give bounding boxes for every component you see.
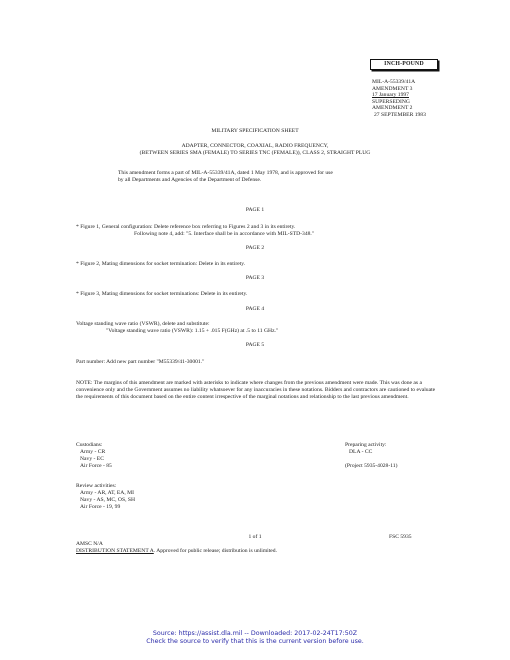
page-3-heading: PAGE 3 <box>245 275 265 281</box>
page-1-heading: PAGE 1 <box>245 207 265 213</box>
subtitle-line-2: (BETWEEN SERIES SMA (FEMALE) TO SERIES TNC (FEMALE)), CLASS 2, STRAIGHT PLUG <box>139 150 371 156</box>
custodian-army: Army - CR <box>80 449 106 455</box>
page-5-heading: PAGE 5 <box>245 342 265 348</box>
spec-sheet-title: MILITARY SPECIFICATION SHEET <box>211 128 299 134</box>
page-3-line-1: * Figure 3, Mating dimensions for socket terminations: Delete in its entirety. <box>76 291 248 297</box>
review-activities-label: Review activities: <box>76 483 117 489</box>
fsc-code: FSC 5935 <box>389 534 412 540</box>
distribution-statement <box>76 548 277 555</box>
preparing-activity: DLA - CC <box>349 449 373 455</box>
page-5-line-1: Part number: Add new part number "M55339/41-30001." <box>76 359 205 365</box>
custodian-navy: Navy - EC <box>80 456 104 462</box>
note-paragraph: NOTE: The margins of this amendment are marked with asterisks to indicate where changes from the previous amendment were made. This was done as a convenience only and the Government assumes no liability whatsoever for any inaccuracies in these notations. Bidders and contractors are cautioned to evaluate the requirements of this document based on the entire content irrespective of the marginal notations and relationship to the last previous amendment. <box>76 380 436 400</box>
doc-number: MIL-A-55339/41A <box>372 79 416 85</box>
custodians-label: Custodians: <box>76 442 103 448</box>
intro-line-1: This amendment forms a part of MIL-A-55339/41A, dated 1 May 1978, and is approved for use <box>118 170 333 176</box>
page-1-line-1: * Figure 1, General configuration: Delete reference box referring to Figures 2 and 3 in its entirety. <box>76 224 296 230</box>
document-header <box>372 79 426 119</box>
distribution-label: DISTRIBUTION STATEMENT A <box>76 548 154 554</box>
review-air-force: Air Force - 19, 99 <box>80 504 121 510</box>
distribution-text: . Approved for public release; distribution is unlimited. <box>153 548 277 554</box>
page-2-heading: PAGE 2 <box>245 245 265 251</box>
amendment-date: 17 January 1997 <box>372 92 409 99</box>
page-2-line-1: * Figure 2, Mating dimensions for socket termination: Delete in its entirety. <box>76 261 246 267</box>
source-footer-line-1: Source: https://assist.dla.mil -- Downloaded: 2017-02-24T17:50Z <box>152 630 358 637</box>
custodian-air-force: Air Force - 85 <box>80 463 112 469</box>
page-count: 1 of 1 <box>248 534 262 540</box>
page-4-line-2: "Voltage standing wave ratio (VSWR): 1.15 + .015 F(GHz) at .5 to 11 GHz." <box>106 328 279 334</box>
source-footer-line-2: Check the source to verify that this is the current version before use. <box>146 638 364 645</box>
superseding-label: SUPERSEDING <box>372 98 410 105</box>
subtitle-line-1: ADAPTER, CONNECTOR, COAXIAL, RADIO FREQUENCY, <box>181 143 329 149</box>
preparing-activity-label: Preparing activity: <box>345 442 387 448</box>
page-4-heading: PAGE 4 <box>245 306 265 312</box>
previous-date: 27 SEPTEMBER 1983 <box>374 111 426 118</box>
amendment-number: AMENDMENT 3 <box>372 85 413 92</box>
amsc-code: AMSC N/A <box>76 541 103 547</box>
review-army: Army - AR, AT, EA, MI <box>80 490 134 496</box>
page-4-line-1: Voltage standing wave ratio (VSWR), delete and substitute: <box>76 321 210 327</box>
inch-pound-badge: INCH-POUND <box>370 59 438 70</box>
intro-line-2: by all Departments and Agencies of the Department of Defense. <box>118 177 262 183</box>
project-number: (Project 5935-4028-11) <box>345 463 398 469</box>
review-navy: Navy - AS, MC, OS, SH <box>80 497 136 503</box>
page-1-line-2: Following note 4, add: "5. Interface shall be in accordance with MIL-STD-348." <box>134 231 315 237</box>
previous-amendment: AMENDMENT 2 <box>372 105 413 112</box>
